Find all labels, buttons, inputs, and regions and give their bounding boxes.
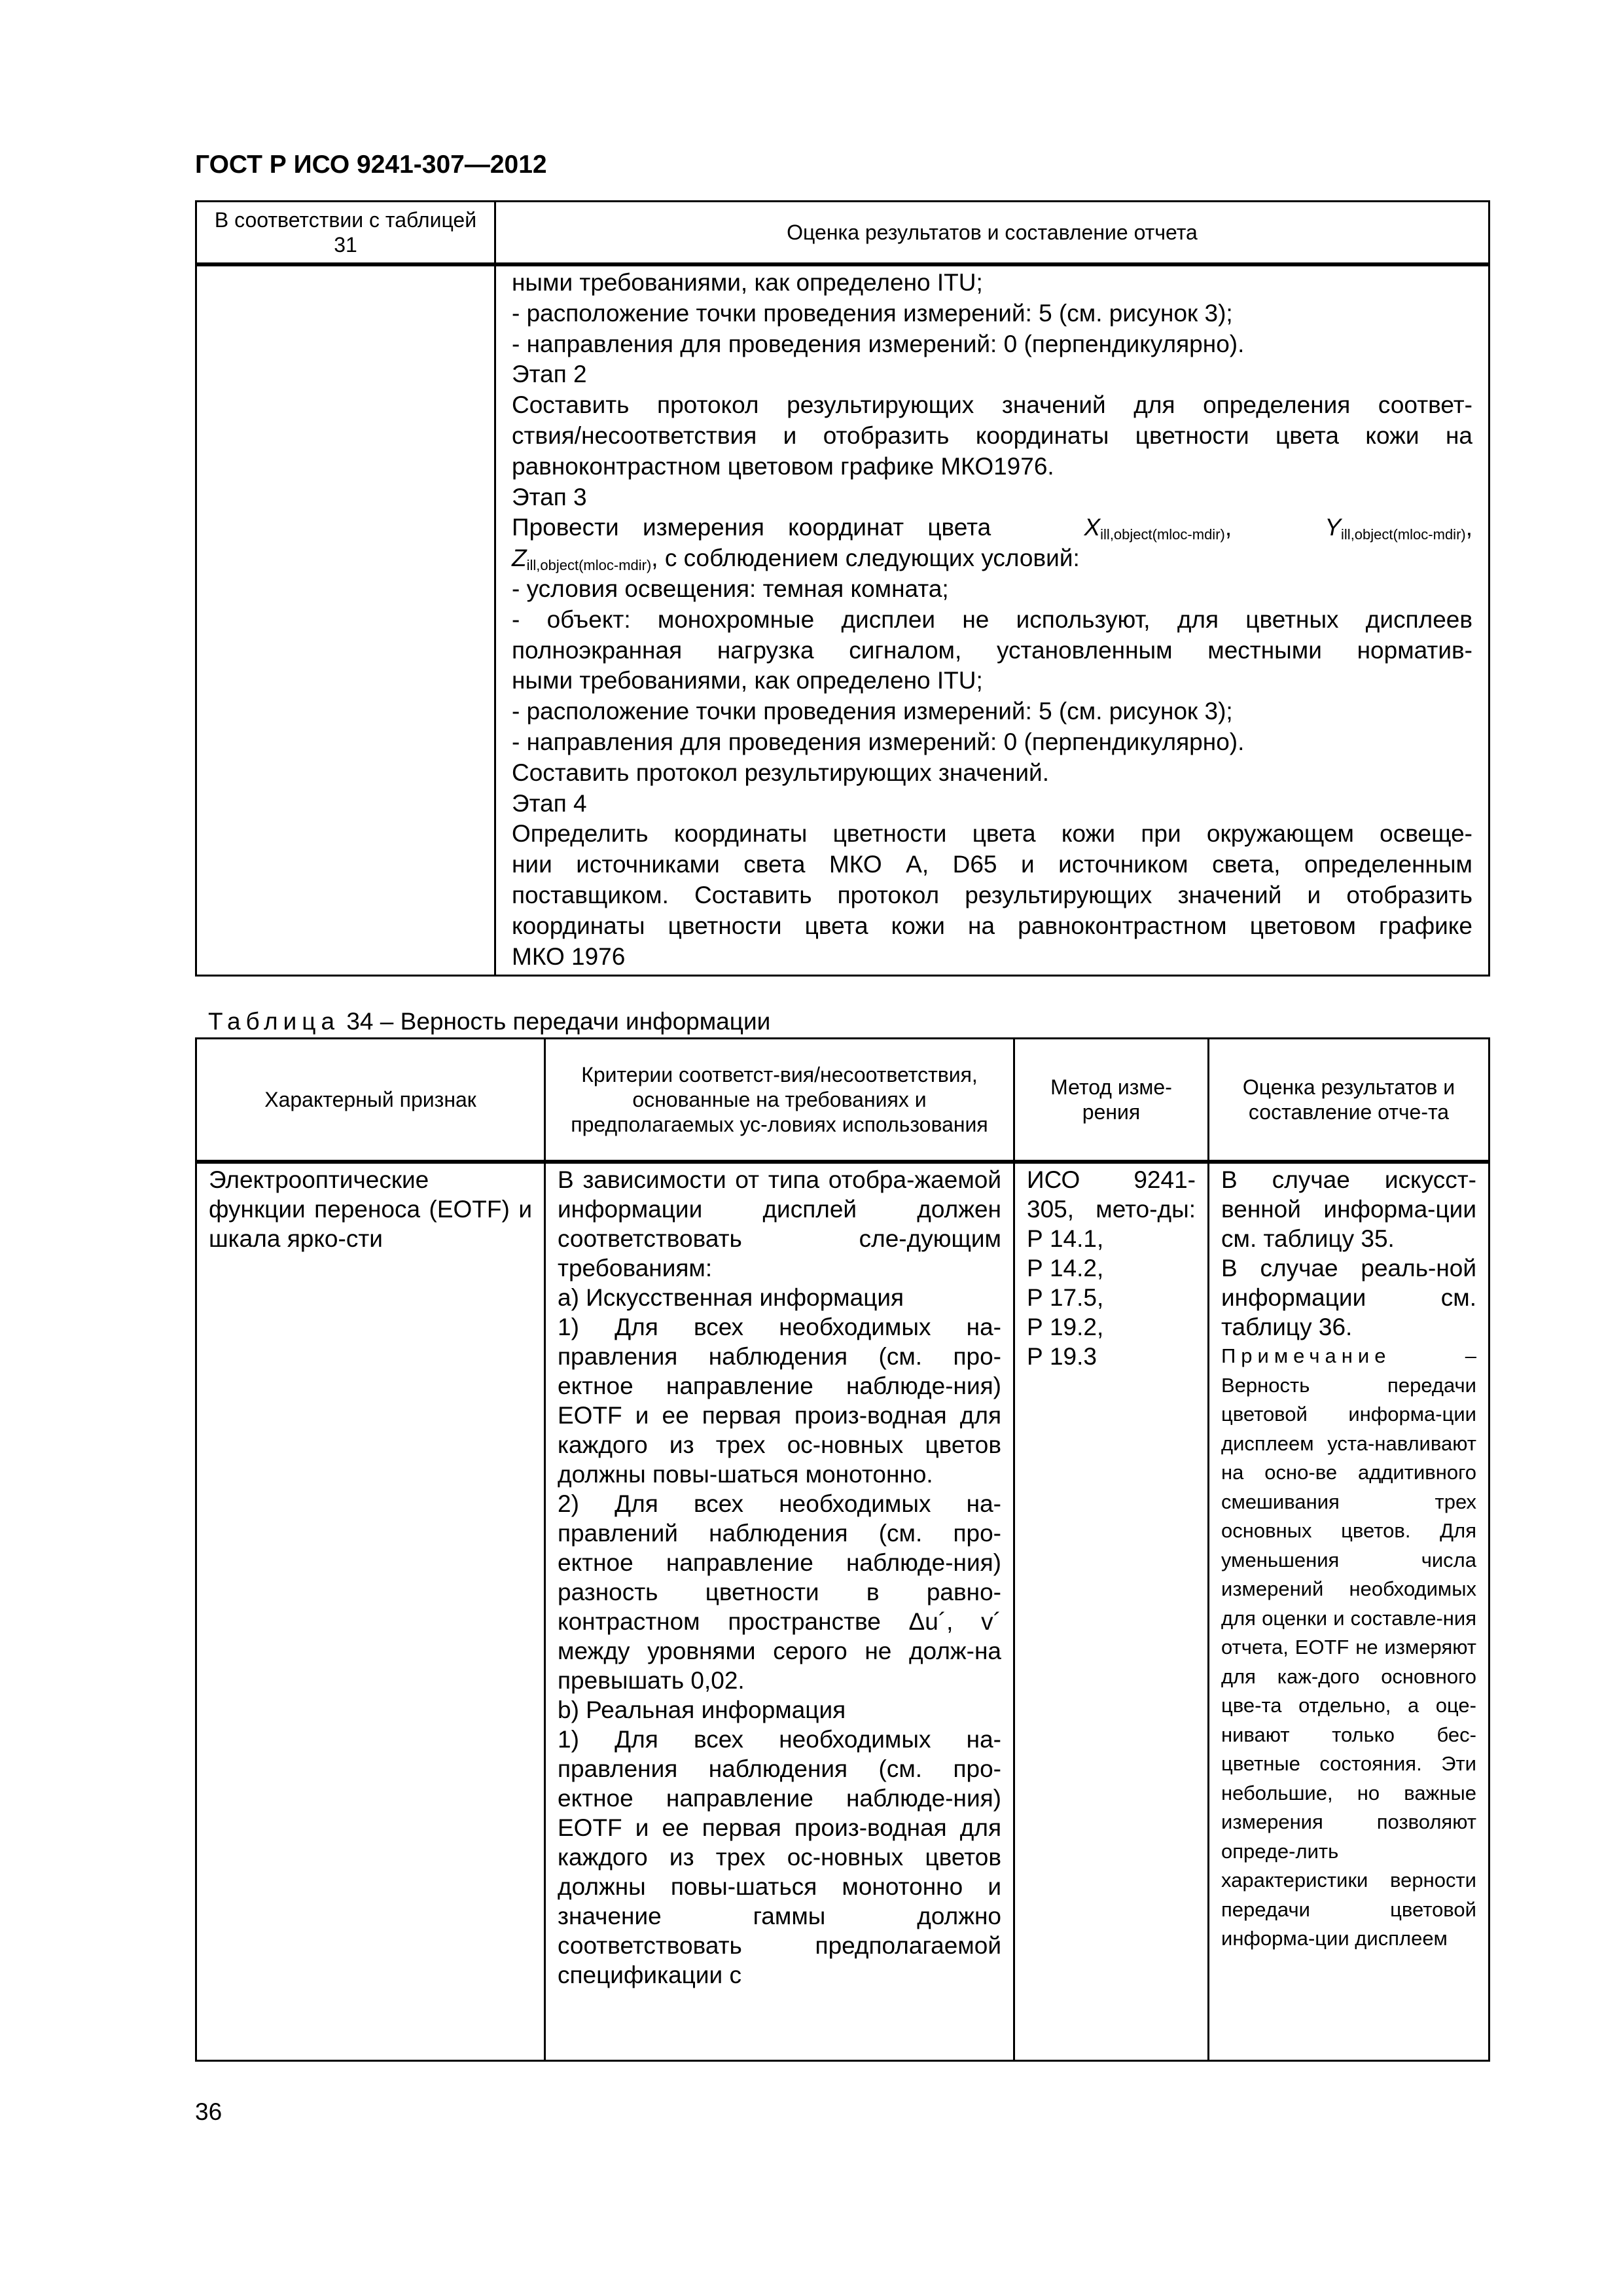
formula-line: [512, 543, 1472, 574]
text-line: равноконтрастном цветовом графике МКО1976.: [512, 452, 1054, 480]
table-34-header-feature: Характерный признак: [196, 1039, 545, 1162]
table-34-method-cell: [1014, 1162, 1209, 2060]
method-line: Р 19.3: [1027, 1343, 1097, 1370]
criteria-paragraph: 2) Для всех необходимых на-правлений наблюдения (см. про-ектное направление наблюде-ния) разность цветности в равно-контрастном пространстве Δu´, v´ между уровнями серого не долж-на превышать 0,02.: [558, 1490, 1001, 1694]
criteria-paragraph: В зависимости от типа отобра-жаемой информации дисплей должен соответствовать сле-дующим требованиям:: [558, 1166, 1001, 1282]
text-line: - направления для проведения измерений: 0 (перпендикулярно).: [512, 330, 1245, 357]
formula-line: [512, 512, 1472, 543]
table-34-header-criteria: Критерии соответст-вия/несоответствия, основанные на требованиях и предполагаемых ус-ловиях использования: [545, 1039, 1014, 1162]
text-line: Составить протокол результирующих значений для определения соответ-: [512, 391, 1472, 419]
text-line: - условия освещения: темная комната;: [512, 575, 949, 602]
note-word: Примечание: [1221, 1344, 1391, 1367]
text-line: Определить координаты цветности цвета кожи при окружающем освеще-: [512, 820, 1472, 848]
formula-x: $X_{ill,object(mloc-mdir)}$,: [1084, 514, 1232, 543]
method-line: Р 17.5,: [1027, 1284, 1104, 1311]
text-line: ствия/несоответствия и отобразить координаты цветности цвета кожи на: [512, 422, 1472, 449]
evaluation-paragraph: В случае искусст-венной информа-ции см. таблицу 35.: [1221, 1166, 1476, 1252]
stage-2-heading: Этап 2: [512, 361, 587, 388]
table-34-criteria-cell: [545, 1162, 1014, 2060]
text-line: нии источниками света МКО А, D65 и источником света, определенным: [512, 851, 1472, 878]
method-line: Р 14.2,: [1027, 1255, 1104, 1282]
method-line: Р 19.2,: [1027, 1314, 1104, 1340]
formula-y: $Y_{ill,object(mloc-mdir)}$,: [1325, 514, 1472, 543]
text-line: МКО 1976: [512, 942, 626, 970]
text-line: - расположение точки проведения измерений: 5 (см. рисунок 3);: [512, 299, 1233, 327]
criteria-paragraph: 1) Для всех необходимых на-правления наблюдения (см. про-ектное направление наблюде-ния) EOTF и ее первая произ-водная для каждого из трех ос-новных цветов должны повы-шаться монотонно.: [558, 1314, 1001, 1488]
page-number: 36: [195, 2098, 223, 2125]
text-line: - объект: монохромные дисплеи не используют, для цветных дисплеев: [512, 605, 1472, 633]
continued-table: [195, 200, 1490, 977]
continued-table-empty-cell: [196, 264, 495, 976]
table-34-evaluation-cell: [1209, 1162, 1489, 2060]
table-34-header-method: Метод изме-рения: [1014, 1039, 1209, 1162]
text-line: ными требованиями, как определено ITU;: [512, 269, 983, 296]
text-line: поставщиком. Составить протокол результирующих значений и отобразить: [512, 881, 1472, 908]
continued-table-evaluation-cell: [495, 264, 1489, 976]
note-text: – Верность передачи цветовой информа-ции дисплеем уста-навливают на осно-ве аддитивного смешивания трех основных цветов. Для уменьшения числа измерений необходимых для оценки и составле-ния отчета, EOTF не измеряют для каж-дого основного цве-та отдельно, а оце-нивают только бес-цветные состояния. Эти небольшие, но важные измерения позволяют опреде-лить характеристики верности передачи цветовой информа-ции дисплеем: [1221, 1344, 1476, 1950]
standard-header: ГОСТ Р ИСО 9241-307—2012: [195, 151, 547, 179]
text-fragment: , с соблюдением следующих условий:: [651, 545, 1080, 572]
table-34-feature-cell: [196, 1162, 545, 2060]
table-34-caption: [208, 1008, 770, 1035]
text-line: - расположение точки проведения измерений: 5 (см. рисунок 3);: [512, 698, 1233, 725]
text-line: полноэкранная нагрузка сигналом, установленным местными норматив-: [512, 636, 1472, 664]
feature-text: Электрооптические функции переноса (EOTF) и шкала ярко-сти: [209, 1166, 532, 1252]
text-line: - направления для проведения измерений: 0 (перпендикулярно).: [512, 728, 1245, 755]
note: [1221, 1342, 1476, 1954]
text-line: Составить протокол результирующих значений.: [512, 759, 1049, 786]
stage-3-heading: Этап 3: [512, 483, 587, 511]
continued-table-header-evaluation: Оценка результатов и составление отчета: [495, 202, 1489, 265]
text-line: ными требованиями, как определено ITU;: [512, 667, 983, 694]
text-line: координаты цветности цвета кожи на равноконтрастном цветовом графике: [512, 912, 1472, 939]
formula-z: Z: [512, 545, 527, 572]
table-34: [195, 1037, 1490, 2062]
criteria-subheading: а) Искусственная информация: [558, 1284, 904, 1311]
continued-table-header-reference: В соответствии с таблицей 31: [196, 202, 495, 265]
evaluation-paragraph: В случае реаль-ной информации см. таблицу 36.: [1221, 1255, 1476, 1340]
caption-word: Таблица: [208, 1008, 340, 1035]
stage-4-heading: Этап 4: [512, 789, 587, 817]
caption-title: 34 – Верность передачи информации: [346, 1008, 771, 1035]
criteria-paragraph: 1) Для всех необходимых на-правления наблюдения (см. про-ектное направление наблюде-ния) EOTF и ее первая произ-водная для каждого из трех ос-новных цветов должны повы-шаться монотонно и значение гаммы должно соответствовать предполагаемой спецификации с: [558, 1726, 1001, 1988]
table-34-header-evaluation: Оценка результатов и составление отче-та: [1209, 1039, 1489, 1162]
method-line: ИСО 9241-305, мето-ды: Р 14.1,: [1027, 1166, 1196, 1252]
formula-subscript: ill,object(mloc-mdir): [526, 557, 652, 574]
text-fragment: Провести измерения координат цвета: [512, 514, 991, 541]
criteria-subheading: b) Реальная информация: [558, 1696, 846, 1723]
